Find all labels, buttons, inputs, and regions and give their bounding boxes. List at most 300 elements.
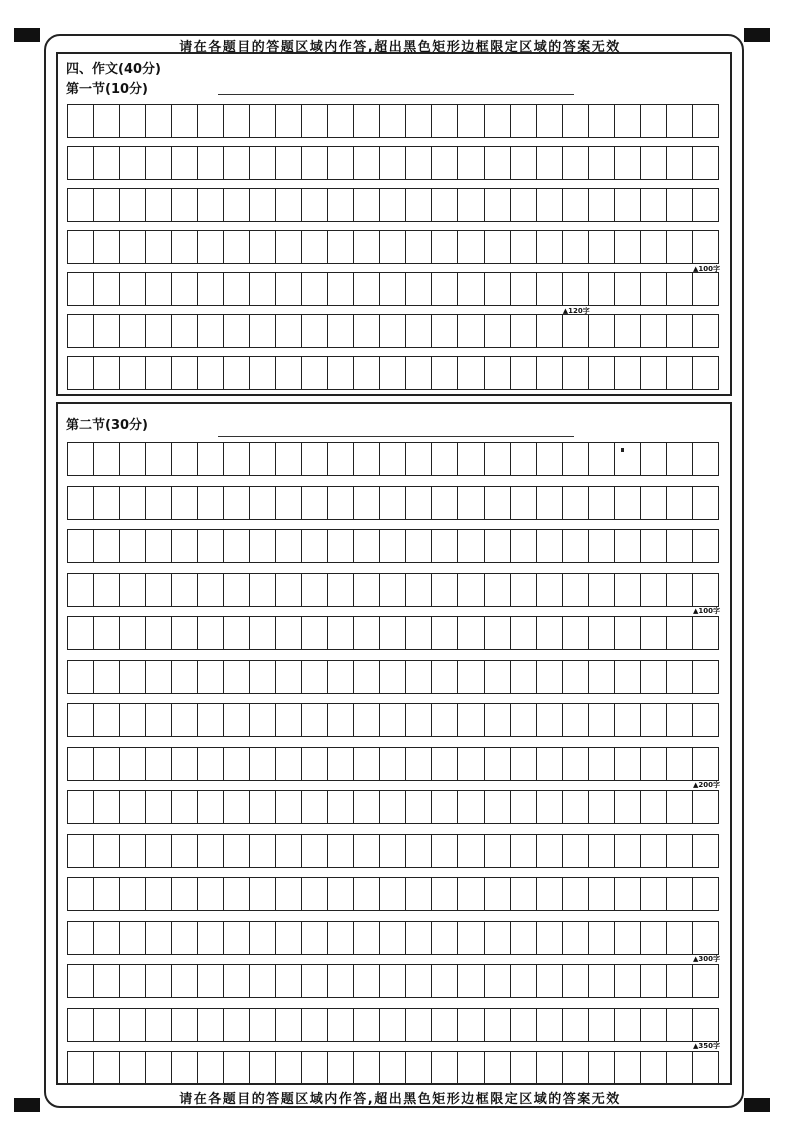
writing-cell[interactable] <box>172 357 198 389</box>
writing-cell[interactable] <box>563 1052 589 1084</box>
writing-cell[interactable] <box>406 147 432 179</box>
writing-cell[interactable] <box>485 443 511 475</box>
writing-cell[interactable] <box>276 273 302 305</box>
writing-cell[interactable] <box>380 878 406 910</box>
writing-cell[interactable] <box>406 617 432 649</box>
writing-cell[interactable] <box>354 231 380 263</box>
writing-cell[interactable] <box>458 922 484 954</box>
writing-cell[interactable] <box>485 231 511 263</box>
writing-cell[interactable] <box>94 922 120 954</box>
writing-cell[interactable] <box>276 1052 302 1084</box>
writing-cell[interactable] <box>380 1052 406 1084</box>
writing-cell[interactable] <box>563 530 589 562</box>
writing-cell[interactable] <box>120 487 146 519</box>
writing-cell[interactable] <box>693 189 719 221</box>
writing-cell[interactable] <box>485 617 511 649</box>
writing-cell[interactable] <box>250 617 276 649</box>
writing-cell[interactable] <box>485 1009 511 1041</box>
writing-cell[interactable] <box>146 1009 172 1041</box>
writing-cell[interactable] <box>563 922 589 954</box>
writing-cell[interactable] <box>146 661 172 693</box>
writing-cell[interactable] <box>380 922 406 954</box>
writing-cell[interactable] <box>328 574 354 606</box>
writing-cell[interactable] <box>302 231 328 263</box>
writing-cell[interactable] <box>693 748 719 780</box>
writing-cell[interactable] <box>94 835 120 867</box>
writing-cell[interactable] <box>432 530 458 562</box>
writing-cell[interactable] <box>250 487 276 519</box>
writing-cell[interactable] <box>276 922 302 954</box>
writing-cell[interactable] <box>693 147 719 179</box>
writing-cell[interactable] <box>693 1052 719 1084</box>
writing-cell[interactable] <box>432 965 458 997</box>
writing-cell[interactable] <box>693 965 719 997</box>
writing-cell[interactable] <box>224 1009 250 1041</box>
writing-cell[interactable] <box>380 357 406 389</box>
writing-cell[interactable] <box>641 922 667 954</box>
writing-cell[interactable] <box>458 443 484 475</box>
writing-cell[interactable] <box>615 617 641 649</box>
writing-cell[interactable] <box>302 878 328 910</box>
writing-cell[interactable] <box>458 1009 484 1041</box>
writing-cell[interactable] <box>641 661 667 693</box>
writing-cell[interactable] <box>146 443 172 475</box>
writing-cell[interactable] <box>667 443 693 475</box>
writing-cell[interactable] <box>224 835 250 867</box>
writing-cell[interactable] <box>198 965 224 997</box>
writing-cell[interactable] <box>458 748 484 780</box>
writing-cell[interactable] <box>432 704 458 736</box>
writing-cell[interactable] <box>563 878 589 910</box>
writing-cell[interactable] <box>432 443 458 475</box>
writing-cell[interactable] <box>589 617 615 649</box>
writing-cell[interactable] <box>224 530 250 562</box>
writing-cell[interactable] <box>276 704 302 736</box>
writing-cell[interactable] <box>224 922 250 954</box>
writing-cell[interactable] <box>615 487 641 519</box>
writing-cell[interactable] <box>328 661 354 693</box>
writing-cell[interactable] <box>380 748 406 780</box>
writing-cell[interactable] <box>120 878 146 910</box>
writing-cell[interactable] <box>511 231 537 263</box>
writing-cell[interactable] <box>563 357 589 389</box>
writing-cell[interactable] <box>537 574 563 606</box>
writing-cell[interactable] <box>563 704 589 736</box>
writing-cell[interactable] <box>589 748 615 780</box>
writing-cell[interactable] <box>354 965 380 997</box>
writing-cell[interactable] <box>485 487 511 519</box>
writing-cell[interactable] <box>250 878 276 910</box>
writing-cell[interactable] <box>94 965 120 997</box>
writing-cell[interactable] <box>146 922 172 954</box>
writing-cell[interactable] <box>328 791 354 823</box>
writing-cell[interactable] <box>511 189 537 221</box>
writing-cell[interactable] <box>380 1009 406 1041</box>
writing-cell[interactable] <box>250 1052 276 1084</box>
writing-cell[interactable] <box>693 661 719 693</box>
writing-cell[interactable] <box>94 704 120 736</box>
writing-cell[interactable] <box>276 189 302 221</box>
writing-cell[interactable] <box>667 530 693 562</box>
writing-cell[interactable] <box>224 574 250 606</box>
writing-cell[interactable] <box>485 357 511 389</box>
writing-cell[interactable] <box>406 791 432 823</box>
writing-cell[interactable] <box>667 357 693 389</box>
writing-cell[interactable] <box>354 147 380 179</box>
writing-cell[interactable] <box>172 487 198 519</box>
writing-cell[interactable] <box>146 748 172 780</box>
writing-cell[interactable] <box>302 1052 328 1084</box>
writing-cell[interactable] <box>511 1052 537 1084</box>
writing-cell[interactable] <box>693 231 719 263</box>
writing-cell[interactable] <box>68 574 94 606</box>
writing-cell[interactable] <box>302 273 328 305</box>
writing-cell[interactable] <box>667 617 693 649</box>
writing-cell[interactable] <box>302 748 328 780</box>
writing-cell[interactable] <box>380 231 406 263</box>
writing-cell[interactable] <box>693 357 719 389</box>
writing-cell[interactable] <box>354 1052 380 1084</box>
writing-cell[interactable] <box>198 487 224 519</box>
writing-cell[interactable] <box>198 617 224 649</box>
writing-cell[interactable] <box>146 965 172 997</box>
writing-cell[interactable] <box>146 835 172 867</box>
writing-cell[interactable] <box>250 189 276 221</box>
writing-cell[interactable] <box>667 147 693 179</box>
writing-cell[interactable] <box>615 273 641 305</box>
writing-cell[interactable] <box>667 574 693 606</box>
writing-cell[interactable] <box>172 1009 198 1041</box>
writing-cell[interactable] <box>380 661 406 693</box>
writing-cell[interactable] <box>120 189 146 221</box>
writing-cell[interactable] <box>276 617 302 649</box>
writing-cell[interactable] <box>380 487 406 519</box>
writing-cell[interactable] <box>615 704 641 736</box>
writing-cell[interactable] <box>563 315 589 347</box>
writing-cell[interactable] <box>94 1009 120 1041</box>
writing-cell[interactable] <box>224 273 250 305</box>
writing-cell[interactable] <box>432 878 458 910</box>
writing-cell[interactable] <box>224 189 250 221</box>
writing-cell[interactable] <box>328 105 354 137</box>
writing-cell[interactable] <box>328 443 354 475</box>
writing-cell[interactable] <box>458 574 484 606</box>
writing-cell[interactable] <box>615 189 641 221</box>
writing-cell[interactable] <box>432 661 458 693</box>
writing-cell[interactable] <box>354 704 380 736</box>
writing-cell[interactable] <box>354 315 380 347</box>
writing-cell[interactable] <box>146 147 172 179</box>
writing-cell[interactable] <box>224 357 250 389</box>
writing-cell[interactable] <box>380 791 406 823</box>
writing-cell[interactable] <box>589 878 615 910</box>
writing-cell[interactable] <box>302 443 328 475</box>
writing-cell[interactable] <box>172 147 198 179</box>
writing-cell[interactable] <box>406 273 432 305</box>
writing-cell[interactable] <box>354 1009 380 1041</box>
writing-cell[interactable] <box>380 189 406 221</box>
writing-cell[interactable] <box>354 105 380 137</box>
writing-cell[interactable] <box>94 189 120 221</box>
writing-cell[interactable] <box>537 748 563 780</box>
writing-cell[interactable] <box>68 443 94 475</box>
writing-cell[interactable] <box>615 748 641 780</box>
writing-cell[interactable] <box>432 189 458 221</box>
writing-cell[interactable] <box>276 530 302 562</box>
writing-cell[interactable] <box>537 617 563 649</box>
writing-cell[interactable] <box>276 147 302 179</box>
writing-cell[interactable] <box>276 1009 302 1041</box>
writing-cell[interactable] <box>406 922 432 954</box>
writing-cell[interactable] <box>563 1009 589 1041</box>
writing-cell[interactable] <box>537 443 563 475</box>
writing-cell[interactable] <box>485 704 511 736</box>
writing-cell[interactable] <box>615 922 641 954</box>
writing-cell[interactable] <box>641 574 667 606</box>
writing-cell[interactable] <box>511 704 537 736</box>
writing-cell[interactable] <box>615 530 641 562</box>
writing-cell[interactable] <box>458 1052 484 1084</box>
writing-cell[interactable] <box>485 791 511 823</box>
writing-cell[interactable] <box>432 231 458 263</box>
writing-cell[interactable] <box>641 617 667 649</box>
writing-cell[interactable] <box>537 487 563 519</box>
writing-cell[interactable] <box>563 443 589 475</box>
writing-cell[interactable] <box>68 189 94 221</box>
writing-cell[interactable] <box>693 922 719 954</box>
writing-cell[interactable] <box>328 835 354 867</box>
writing-cell[interactable] <box>511 748 537 780</box>
writing-cell[interactable] <box>120 661 146 693</box>
writing-cell[interactable] <box>615 791 641 823</box>
writing-cell[interactable] <box>354 357 380 389</box>
writing-cell[interactable] <box>485 105 511 137</box>
writing-cell[interactable] <box>172 1052 198 1084</box>
writing-cell[interactable] <box>380 273 406 305</box>
writing-cell[interactable] <box>615 231 641 263</box>
writing-cell[interactable] <box>563 147 589 179</box>
writing-cell[interactable] <box>667 231 693 263</box>
writing-cell[interactable] <box>458 189 484 221</box>
writing-cell[interactable] <box>224 661 250 693</box>
writing-cell[interactable] <box>94 443 120 475</box>
writing-cell[interactable] <box>146 231 172 263</box>
writing-cell[interactable] <box>120 965 146 997</box>
writing-cell[interactable] <box>458 273 484 305</box>
writing-cell[interactable] <box>563 748 589 780</box>
writing-cell[interactable] <box>589 1009 615 1041</box>
writing-cell[interactable] <box>328 922 354 954</box>
writing-cell[interactable] <box>693 704 719 736</box>
writing-cell[interactable] <box>537 147 563 179</box>
writing-cell[interactable] <box>432 147 458 179</box>
writing-cell[interactable] <box>589 835 615 867</box>
writing-cell[interactable] <box>250 574 276 606</box>
writing-cell[interactable] <box>172 273 198 305</box>
writing-cell[interactable] <box>667 1009 693 1041</box>
writing-cell[interactable] <box>485 574 511 606</box>
writing-cell[interactable] <box>485 189 511 221</box>
writing-cell[interactable] <box>224 487 250 519</box>
writing-cell[interactable] <box>172 530 198 562</box>
writing-cell[interactable] <box>302 105 328 137</box>
writing-cell[interactable] <box>198 315 224 347</box>
writing-cell[interactable] <box>354 748 380 780</box>
writing-cell[interactable] <box>589 530 615 562</box>
writing-cell[interactable] <box>94 1052 120 1084</box>
writing-cell[interactable] <box>537 661 563 693</box>
writing-cell[interactable] <box>146 791 172 823</box>
writing-cell[interactable] <box>563 835 589 867</box>
writing-cell[interactable] <box>667 661 693 693</box>
writing-cell[interactable] <box>615 661 641 693</box>
writing-cell[interactable] <box>94 530 120 562</box>
writing-cell[interactable] <box>302 147 328 179</box>
writing-cell[interactable] <box>198 273 224 305</box>
writing-cell[interactable] <box>537 878 563 910</box>
writing-cell[interactable] <box>641 443 667 475</box>
writing-cell[interactable] <box>537 1052 563 1084</box>
writing-cell[interactable] <box>172 878 198 910</box>
writing-cell[interactable] <box>302 617 328 649</box>
writing-cell[interactable] <box>563 487 589 519</box>
writing-cell[interactable] <box>511 273 537 305</box>
writing-cell[interactable] <box>68 357 94 389</box>
writing-cell[interactable] <box>511 574 537 606</box>
writing-cell[interactable] <box>641 1052 667 1084</box>
writing-cell[interactable] <box>615 574 641 606</box>
writing-cell[interactable] <box>172 661 198 693</box>
writing-cell[interactable] <box>485 878 511 910</box>
writing-cell[interactable] <box>120 273 146 305</box>
writing-cell[interactable] <box>172 748 198 780</box>
writing-cell[interactable] <box>563 965 589 997</box>
writing-cell[interactable] <box>693 487 719 519</box>
writing-cell[interactable] <box>589 443 615 475</box>
writing-cell[interactable] <box>537 315 563 347</box>
writing-cell[interactable] <box>563 661 589 693</box>
writing-cell[interactable] <box>276 231 302 263</box>
writing-cell[interactable] <box>537 835 563 867</box>
writing-cell[interactable] <box>589 487 615 519</box>
writing-cell[interactable] <box>172 443 198 475</box>
writing-cell[interactable] <box>432 574 458 606</box>
writing-cell[interactable] <box>172 922 198 954</box>
writing-cell[interactable] <box>589 661 615 693</box>
writing-cell[interactable] <box>120 791 146 823</box>
writing-cell[interactable] <box>354 878 380 910</box>
writing-cell[interactable] <box>537 704 563 736</box>
writing-cell[interactable] <box>172 617 198 649</box>
writing-cell[interactable] <box>120 835 146 867</box>
writing-cell[interactable] <box>406 189 432 221</box>
writing-cell[interactable] <box>94 661 120 693</box>
writing-cell[interactable] <box>68 791 94 823</box>
writing-cell[interactable] <box>120 704 146 736</box>
writing-cell[interactable] <box>615 878 641 910</box>
writing-cell[interactable] <box>563 791 589 823</box>
writing-cell[interactable] <box>120 315 146 347</box>
writing-cell[interactable] <box>667 791 693 823</box>
writing-cell[interactable] <box>276 791 302 823</box>
writing-cell[interactable] <box>641 357 667 389</box>
writing-cell[interactable] <box>589 1052 615 1084</box>
writing-cell[interactable] <box>302 357 328 389</box>
writing-cell[interactable] <box>693 791 719 823</box>
writing-cell[interactable] <box>276 357 302 389</box>
writing-cell[interactable] <box>693 530 719 562</box>
writing-cell[interactable] <box>276 661 302 693</box>
writing-cell[interactable] <box>641 189 667 221</box>
writing-cell[interactable] <box>432 1009 458 1041</box>
writing-cell[interactable] <box>94 357 120 389</box>
writing-cell[interactable] <box>641 273 667 305</box>
writing-cell[interactable] <box>120 530 146 562</box>
writing-cell[interactable] <box>328 1009 354 1041</box>
writing-cell[interactable] <box>172 105 198 137</box>
writing-cell[interactable] <box>432 617 458 649</box>
writing-cell[interactable] <box>120 357 146 389</box>
writing-cell[interactable] <box>250 704 276 736</box>
writing-cell[interactable] <box>250 147 276 179</box>
writing-cell[interactable] <box>563 189 589 221</box>
writing-cell[interactable] <box>406 748 432 780</box>
writing-cell[interactable] <box>667 835 693 867</box>
writing-cell[interactable] <box>94 231 120 263</box>
section-two-title-line[interactable] <box>218 436 574 437</box>
writing-cell[interactable] <box>693 273 719 305</box>
writing-cell[interactable] <box>302 661 328 693</box>
writing-cell[interactable] <box>589 791 615 823</box>
writing-cell[interactable] <box>458 878 484 910</box>
writing-cell[interactable] <box>198 1052 224 1084</box>
writing-cell[interactable] <box>120 443 146 475</box>
writing-cell[interactable] <box>537 791 563 823</box>
writing-cell[interactable] <box>380 965 406 997</box>
writing-cell[interactable] <box>406 878 432 910</box>
writing-cell[interactable] <box>406 661 432 693</box>
writing-cell[interactable] <box>641 835 667 867</box>
writing-cell[interactable] <box>511 922 537 954</box>
writing-cell[interactable] <box>224 791 250 823</box>
writing-cell[interactable] <box>615 965 641 997</box>
writing-cell[interactable] <box>458 105 484 137</box>
writing-cell[interactable] <box>250 1009 276 1041</box>
writing-cell[interactable] <box>458 147 484 179</box>
writing-cell[interactable] <box>198 147 224 179</box>
writing-cell[interactable] <box>354 487 380 519</box>
writing-cell[interactable] <box>198 357 224 389</box>
writing-cell[interactable] <box>68 965 94 997</box>
writing-cell[interactable] <box>146 357 172 389</box>
writing-cell[interactable] <box>328 704 354 736</box>
writing-cell[interactable] <box>641 105 667 137</box>
writing-cell[interactable] <box>485 835 511 867</box>
writing-cell[interactable] <box>250 357 276 389</box>
writing-cell[interactable] <box>302 315 328 347</box>
writing-cell[interactable] <box>511 617 537 649</box>
writing-cell[interactable] <box>485 748 511 780</box>
writing-cell[interactable] <box>485 273 511 305</box>
writing-cell[interactable] <box>693 1009 719 1041</box>
writing-cell[interactable] <box>458 704 484 736</box>
writing-cell[interactable] <box>354 922 380 954</box>
writing-cell[interactable] <box>172 965 198 997</box>
writing-cell[interactable] <box>458 791 484 823</box>
writing-cell[interactable] <box>68 617 94 649</box>
writing-cell[interactable] <box>511 315 537 347</box>
writing-cell[interactable] <box>146 1052 172 1084</box>
